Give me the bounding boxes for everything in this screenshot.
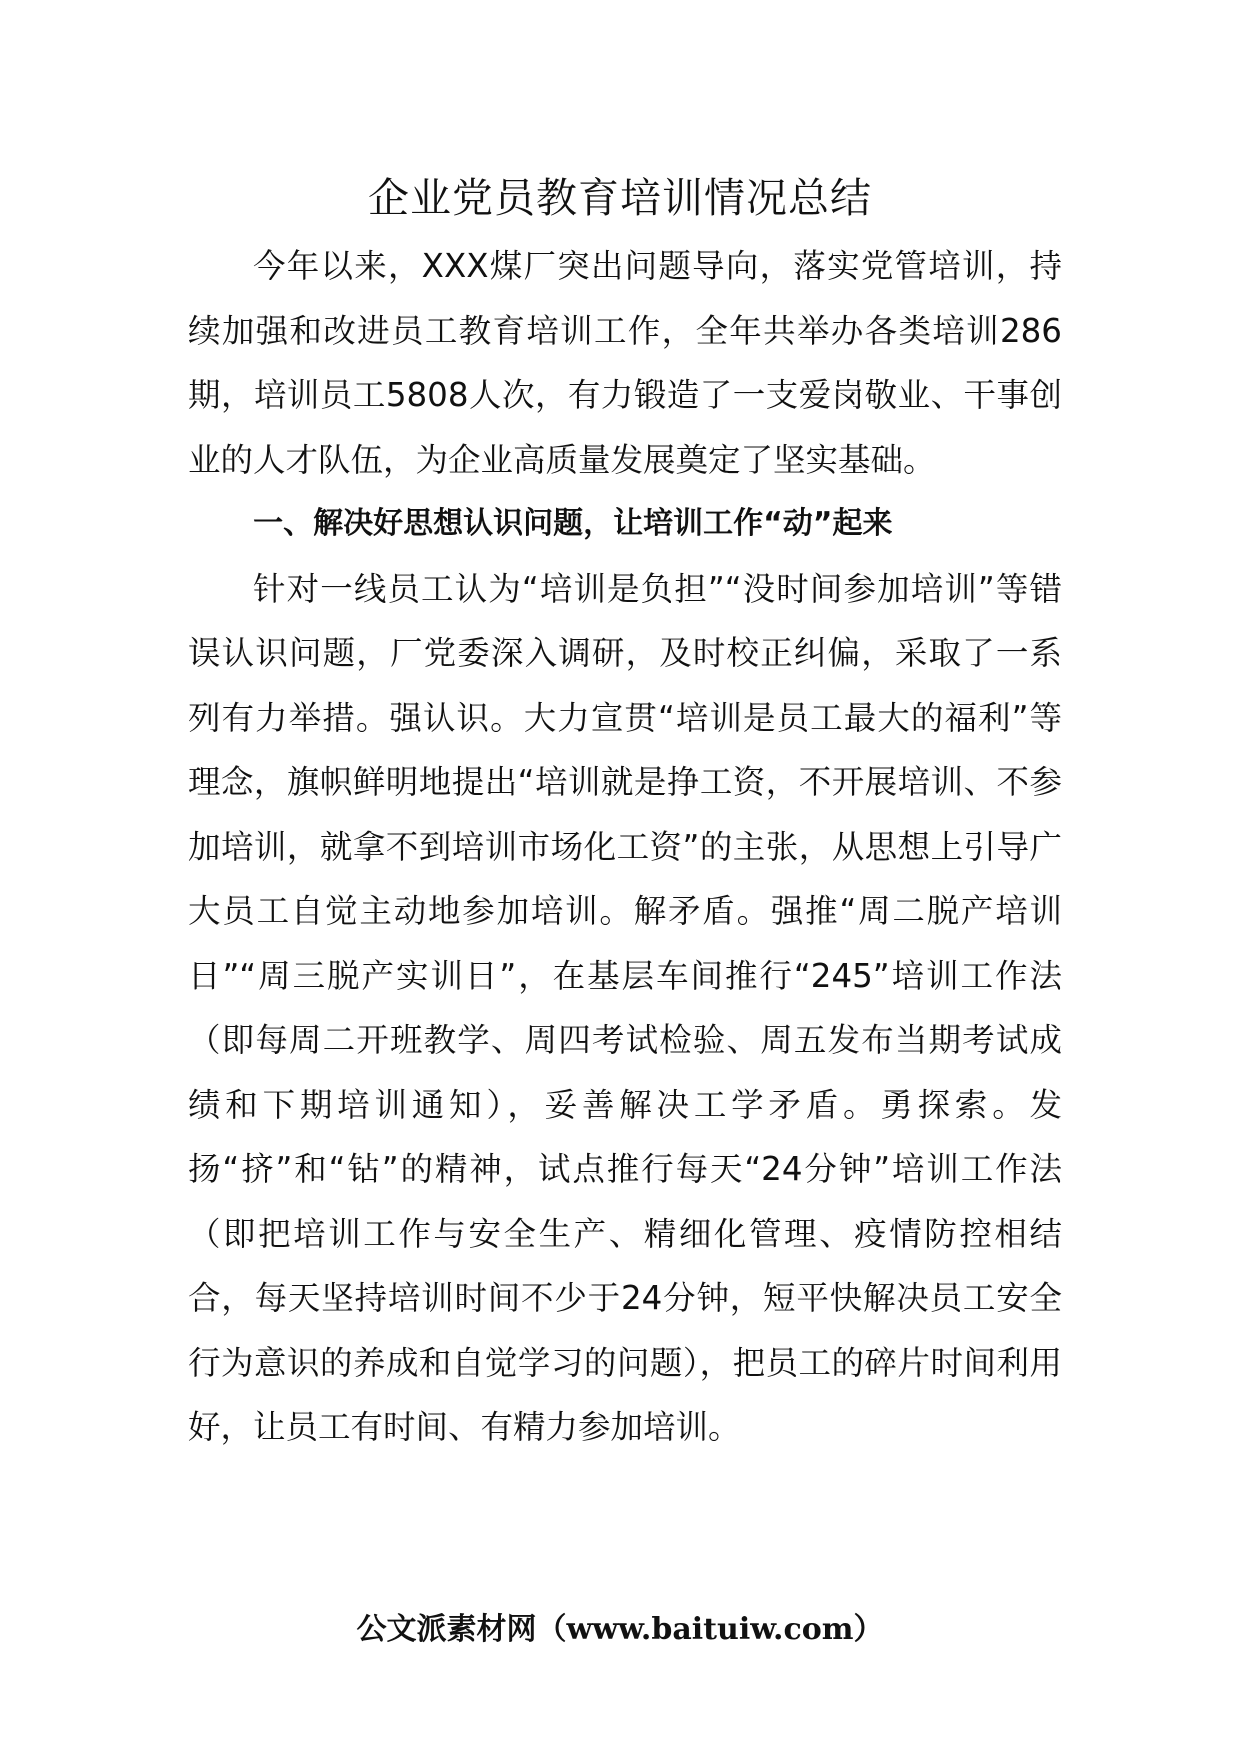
document-title: 企业党员教育培训情况总结 — [368, 174, 872, 222]
document-body — [188, 234, 1062, 1460]
section-1-paragraph: 针对一线员工认为“培训是负担”“没时间参加培训”等错误认识问题，厂党委深入调研，及时校正纠偏，采取了一系列有力举措。强认识。大力宣贯“培训是员工最大的福利”等理念，旗帜鲜明地提出“培训就是挣工资，不开展培训、不参加培训，就拿不到培训市场化工资”的主张，从思想上引导广大员工自觉主动地参加培训。解矛盾。强推“周二脱产培训日”“周三脱产实训日”，在基层车间推行“245”培训工作法（即每周二开班教学、周四考试检验、周五发布当期考试成绩和下期培训通知），妥善解决工学矛盾。勇探索。发扬“挤”和“钻”的精神，试点推行每天“24分钟”培训工作法（即把培训工作与安全生产、精细化管理、疫情防控相结合，每天坚持培训时间不少于24分钟，短平快解决员工安全行为意识的养成和自觉学习的问题），把员工的碎片时间利用好，让员工有时间、有精力参加培训。 — [188, 569, 1062, 1446]
source-watermark: 公文派素材网（www.baituiw.com） — [356, 1612, 884, 1647]
section-1-heading: 一、解决好思想认识问题，让培训工作“动”起来 — [253, 506, 893, 541]
intro-paragraph: 今年以来，XXX煤厂突出问题导向，落实党管培训，持续加强和改进员工教育培训工作，全年共举办各类培训286期，培训员工5808人次，有力锻造了一支爱岗敬业、干事创业的人才队伍，为企业高质量发展奠定了坚实基础。 — [188, 247, 1062, 479]
